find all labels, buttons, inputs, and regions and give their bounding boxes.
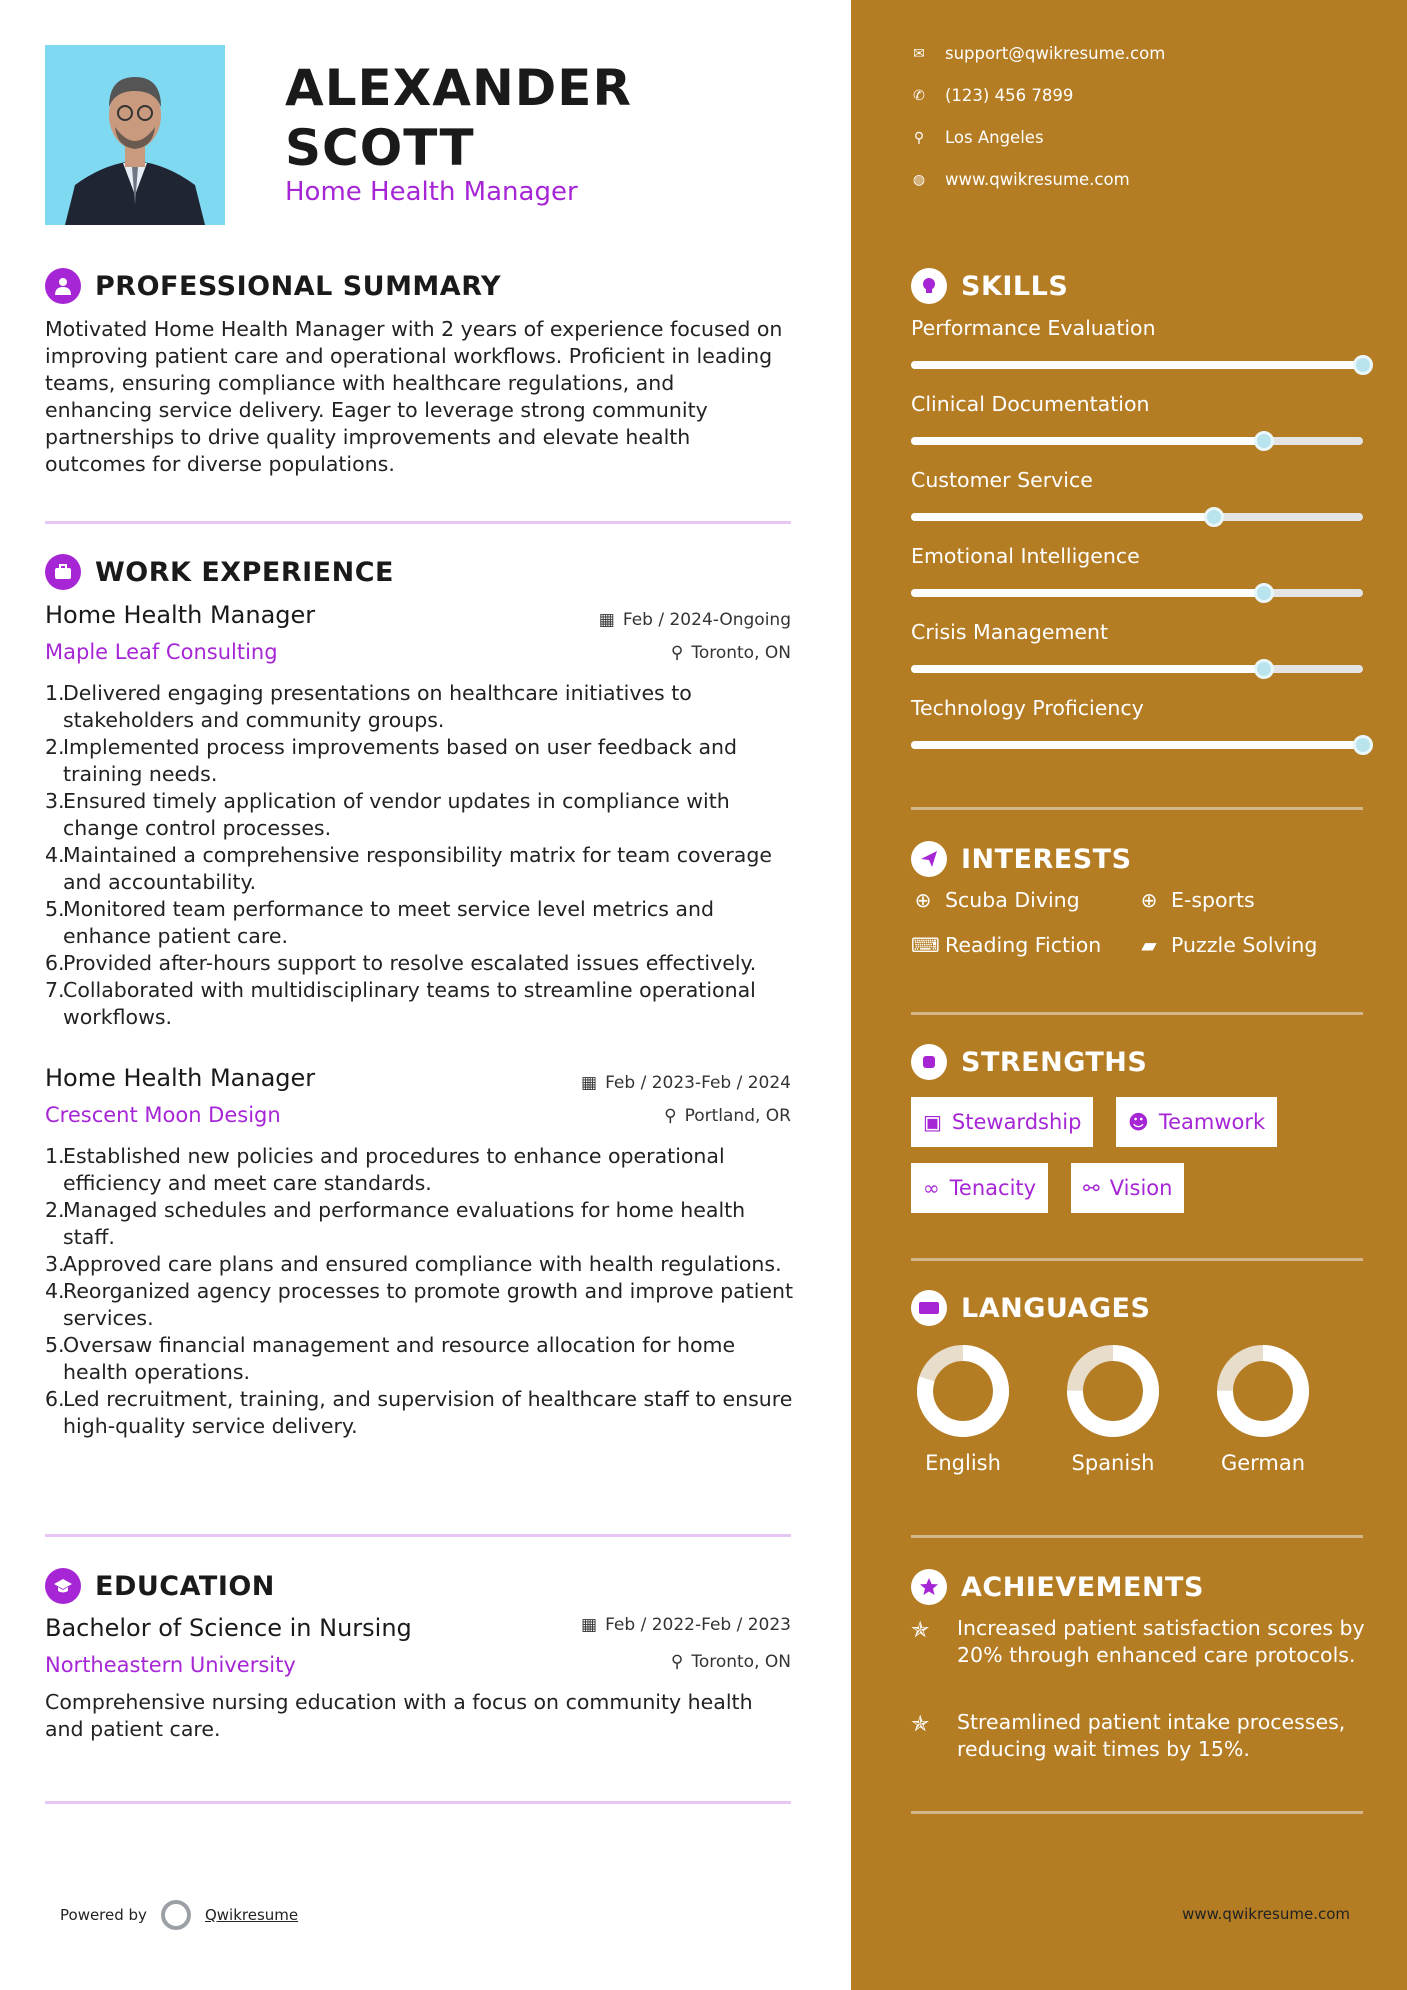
list-item	[45, 896, 795, 950]
location-pin-icon: ⚲	[913, 129, 925, 146]
language-name: German	[1220, 1451, 1306, 1475]
language-donut	[915, 1343, 1011, 1439]
job-location: ⚲ Portland, OR	[664, 1106, 791, 1126]
skills-heading	[911, 268, 1068, 304]
achievements-title: ACHIEVEMENTS	[961, 1571, 1204, 1603]
strength-chip	[1116, 1097, 1277, 1147]
interest-item	[1137, 933, 1317, 957]
skill-bar-knob	[1254, 659, 1274, 679]
list-item	[45, 1332, 795, 1386]
education-dates: ▦ Feb / 2022-Feb / 2023	[581, 1615, 791, 1635]
work-heading	[45, 554, 394, 590]
powered-label: Powered by	[60, 1906, 147, 1924]
job-dates: ▦ Feb / 2023-Feb / 2024	[581, 1073, 791, 1093]
lightbulb-icon	[911, 268, 947, 304]
gamepad-icon: ⌨	[911, 933, 940, 957]
list-text: Reorganized agency processes to promote growth and improve patient services.	[63, 1279, 794, 1330]
contact-item	[911, 86, 1073, 105]
list-number: 3.	[45, 1252, 65, 1276]
languages-title: LANGUAGES	[961, 1292, 1151, 1324]
section-divider	[45, 1801, 791, 1804]
calendar-icon: ▦	[598, 610, 615, 630]
list-number: 1.	[45, 681, 65, 705]
skill-name: Crisis Management	[911, 620, 1109, 644]
achievement-item	[911, 1709, 1371, 1763]
list-number: 1.	[45, 1144, 65, 1168]
strength-chip	[911, 1163, 1048, 1213]
achievement-text: Streamlined patient intake processes, reducing wait times by 15%.	[957, 1710, 1346, 1761]
skill-bar	[911, 437, 1363, 445]
briefcase-icon: ▣	[923, 1110, 942, 1134]
strength-label: Teamwork	[1158, 1110, 1266, 1134]
list-item	[45, 1143, 795, 1197]
education-title: EDUCATION	[95, 1570, 275, 1602]
degree: Bachelor of Science in Nursing	[45, 1614, 412, 1642]
sidebar-column	[851, 0, 1407, 1990]
profile-photo	[45, 45, 225, 225]
section-divider	[45, 521, 791, 524]
interest-label: Scuba Diving	[945, 888, 1080, 912]
language-item	[1203, 1343, 1323, 1475]
achievement-item	[911, 1615, 1371, 1669]
contact-item	[911, 170, 1130, 189]
skill-name: Performance Evaluation	[911, 316, 1156, 340]
skill-bar-fill	[911, 513, 1214, 521]
skill-name: Customer Service	[911, 468, 1093, 492]
section-divider	[911, 1535, 1363, 1538]
language-donut	[1065, 1343, 1161, 1439]
section-divider	[45, 1534, 791, 1537]
life-ring-icon: ⊕	[1140, 888, 1158, 912]
strength-chip	[911, 1097, 1093, 1147]
contact-text: Los Angeles	[945, 128, 1044, 147]
job-location: ⚲ Toronto, ON	[670, 643, 791, 663]
interest-label: E-sports	[1171, 888, 1255, 912]
section-divider	[911, 1258, 1363, 1261]
list-item	[45, 1278, 795, 1332]
strength-chip	[1071, 1163, 1184, 1213]
pin-icon: ⚲	[670, 1652, 684, 1672]
list-number: 6.	[45, 1387, 65, 1411]
qwikresume-logo	[161, 1900, 191, 1930]
list-text: Implemented process improvements based on user feedback and training needs.	[63, 735, 738, 786]
list-text: Led recruitment, training, and supervision of healthcare staff to ensure high-quality service delivery.	[63, 1387, 793, 1438]
language-item	[903, 1343, 1023, 1475]
life-ring-icon: ⊕	[914, 888, 932, 912]
calendar-icon: ▦	[581, 1615, 598, 1635]
envelope-icon: ✉	[913, 45, 925, 62]
skill-name: Clinical Documentation	[911, 392, 1150, 416]
list-text: Ensured timely application of vendor updates in compliance with change control processes.	[63, 789, 730, 840]
skill-bar-fill	[911, 437, 1264, 445]
list-number: 2.	[45, 1198, 65, 1222]
list-text: Collaborated with multidisciplinary teams to streamline operational workflows.	[63, 978, 756, 1029]
job-title: Home Health Manager	[45, 601, 316, 629]
language-item	[1053, 1343, 1173, 1475]
skill-bar-knob	[1254, 583, 1274, 603]
interests-heading	[911, 841, 1132, 877]
strengths-heading	[911, 1044, 1147, 1080]
globe-icon: ◍	[912, 171, 926, 188]
language-name: Spanish	[1071, 1451, 1155, 1475]
name-line-1: ALEXANDER	[285, 59, 632, 117]
list-text: Delivered engaging presentations on healthcare initiatives to stakeholders and community groups.	[63, 681, 692, 732]
skill-bar-fill	[911, 665, 1264, 673]
strengths-title: STRENGTHS	[961, 1046, 1148, 1078]
star-icon: ✯	[911, 1712, 930, 1737]
star-icon	[911, 1569, 947, 1605]
candidate-role: Home Health Manager	[285, 177, 578, 207]
list-item	[45, 977, 795, 1031]
fist-icon	[911, 1044, 947, 1080]
skill-bar-fill	[911, 589, 1264, 597]
list-item	[45, 1197, 795, 1251]
pin-icon: ⚲	[670, 643, 684, 663]
binoculars-icon: ⚯	[1083, 1176, 1100, 1200]
language-donut	[1215, 1343, 1311, 1439]
paper-plane-icon	[911, 841, 947, 877]
contact-item	[911, 44, 1165, 63]
job-company: Maple Leaf Consulting	[45, 640, 278, 664]
list-text: Provided after-hours support to resolve escalated issues effectively.	[63, 951, 757, 975]
skills-title: SKILLS	[961, 270, 1069, 302]
book-icon: ▰	[1141, 933, 1157, 957]
achievements-heading	[911, 1569, 1204, 1605]
list-item	[45, 788, 795, 842]
skill-bar	[911, 741, 1363, 749]
skill-name: Emotional Intelligence	[911, 544, 1140, 568]
footer-site: www.qwikresume.com	[1182, 1905, 1350, 1923]
list-number: 7.	[45, 978, 65, 1002]
education-text: Comprehensive nursing education with a focus on community health and patient care.	[45, 1690, 753, 1741]
interest-label: Puzzle Solving	[1171, 933, 1318, 957]
list-item	[45, 734, 795, 788]
interest-label: Reading Fiction	[945, 933, 1102, 957]
interest-item	[911, 888, 1080, 912]
skill-bar	[911, 589, 1363, 597]
section-divider	[911, 1012, 1363, 1015]
list-number: 4.	[45, 843, 65, 867]
summary-text: Motivated Home Health Manager with 2 years of experience focused on improving patient care and operational workflows. Proficient in leading teams, ensuring compliance with healthcare regulations, and enhancing service delivery. Eager to leverage strong community partnerships to drive quality improvements and elevate health outcomes for diverse populations.	[45, 317, 783, 476]
achievement-text: Increased patient satisfaction scores by 20% through enhanced care protocols.	[957, 1616, 1365, 1667]
contact-text: www.qwikresume.com	[945, 170, 1130, 189]
language-icon	[911, 1290, 947, 1326]
summary-heading	[45, 268, 501, 304]
interest-item	[1137, 888, 1255, 912]
section-divider	[911, 1811, 1363, 1814]
skill-bar-knob	[1254, 431, 1274, 451]
briefcase-icon	[45, 554, 81, 590]
list-item	[45, 950, 795, 977]
language-name: English	[925, 1451, 1001, 1475]
school: Northeastern University	[45, 1653, 296, 1677]
education-location: ⚲ Toronto, ON	[670, 1652, 791, 1672]
graduation-icon	[45, 1568, 81, 1604]
job-company: Crescent Moon Design	[45, 1103, 281, 1127]
list-text: Approved care plans and ensured compliance with health regulations.	[63, 1252, 782, 1276]
list-text: Established new policies and procedures to enhance operational efficiency and meet care standards.	[63, 1144, 725, 1195]
work-title: WORK EXPERIENCE	[95, 556, 394, 588]
list-number: 6.	[45, 951, 65, 975]
candidate-name	[285, 58, 632, 178]
star-icon: ✯	[911, 1618, 930, 1643]
name-line-2: SCOTT	[285, 119, 475, 177]
list-text: Managed schedules and performance evaluations for home health staff.	[63, 1198, 746, 1249]
strength-label: Stewardship	[951, 1110, 1082, 1134]
skill-bar-knob	[1204, 507, 1224, 527]
job-duties	[45, 1143, 795, 1440]
contact-text: support@qwikresume.com	[945, 44, 1166, 63]
contact-text: (123) 456 7899	[945, 86, 1074, 105]
job-dates: ▦ Feb / 2024-Ongoing	[598, 610, 791, 630]
skill-bar-knob	[1353, 735, 1373, 755]
skill-bar-fill	[911, 361, 1363, 369]
interest-item	[911, 933, 1101, 957]
list-number: 3.	[45, 789, 65, 813]
skill-name: Technology Proficiency	[911, 696, 1144, 720]
list-item	[45, 680, 795, 734]
list-number: 2.	[45, 735, 65, 759]
brand-link[interactable]: Qwikresume	[204, 1906, 299, 1924]
job-title: Home Health Manager	[45, 1064, 316, 1092]
calendar-icon: ▦	[581, 1073, 598, 1093]
education-heading	[45, 1568, 275, 1604]
interests-title: INTERESTS	[961, 843, 1132, 875]
contact-item	[911, 128, 1044, 147]
list-item	[45, 1386, 795, 1440]
skill-bar-fill	[911, 741, 1363, 749]
list-number: 5.	[45, 897, 65, 921]
users-icon: ☻	[1128, 1110, 1149, 1134]
languages-heading	[911, 1290, 1150, 1326]
user-icon	[45, 268, 81, 304]
skill-bar	[911, 361, 1363, 369]
list-text: Monitored team performance to meet service level metrics and enhance patient care.	[63, 897, 714, 948]
pin-icon: ⚲	[664, 1106, 677, 1126]
job-duties	[45, 680, 795, 1031]
list-number: 5.	[45, 1333, 65, 1357]
powered-by	[60, 1900, 298, 1930]
section-divider	[911, 807, 1363, 810]
list-item	[45, 1251, 795, 1278]
list-text: Oversaw financial management and resource allocation for home health operations.	[63, 1333, 736, 1384]
phone-icon: ✆	[913, 87, 925, 104]
skill-bar	[911, 513, 1363, 521]
link-icon: ∞	[923, 1176, 940, 1200]
strength-label: Tenacity	[949, 1176, 1037, 1200]
skill-bar-knob	[1353, 355, 1373, 375]
list-text: Maintained a comprehensive responsibility matrix for team coverage and accountability.	[63, 843, 772, 894]
list-number: 4.	[45, 1279, 65, 1303]
skill-bar	[911, 665, 1363, 673]
list-item	[45, 842, 795, 896]
summary-title: PROFESSIONAL SUMMARY	[95, 270, 502, 302]
strength-label: Vision	[1109, 1176, 1173, 1200]
